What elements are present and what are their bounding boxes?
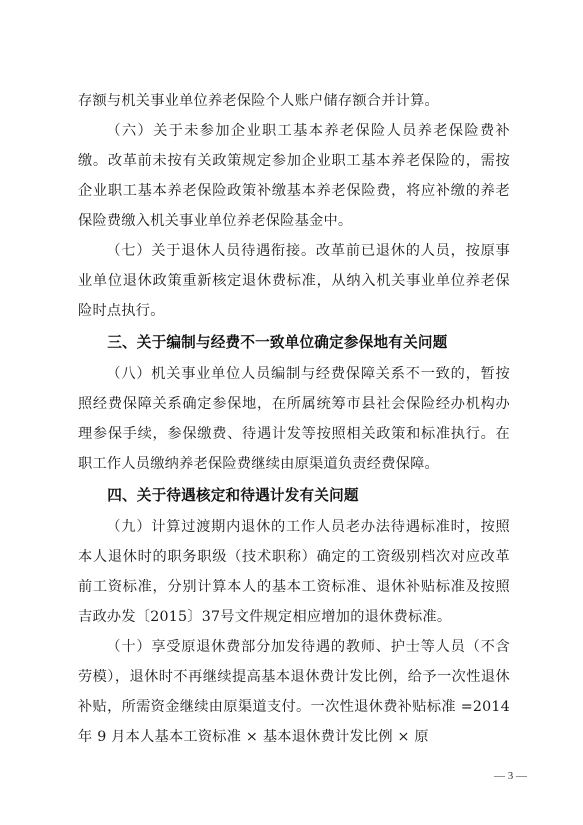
document-body xyxy=(78,86,510,752)
section-heading-4: 四、关于待遇核定和待遇计发有关问题 xyxy=(107,487,359,504)
paragraph-9: （九）计算过渡期内退休的工作人员老办法待遇标准时，按照本人退休时的职务职级（技术职称）确定的工资级别档次对应改革前工资标准，分别计算本人的基本工资标准、退休补贴标准及按照吉政办发〔2015〕37号文件规定相应增加的退休费标准。 xyxy=(78,519,510,625)
page-number: — 3 — xyxy=(494,770,527,782)
paragraph-6: （六）关于未参加企业职工基本养老保险人员养老保险费补缴。改革前未按有关政策规定参加企业职工基本养老保险的，需按企业职工基本养老保险政策补缴基本养老保险费，将应补缴的养老保险费缴入机关事业单位养老保险基金中。 xyxy=(78,123,510,229)
paragraph-7: （七）关于退休人员待遇衔接。改革前已退休的人员，按原事业单位退休政策重新核定退休费标准，从纳入机关事业单位养老保险时点执行。 xyxy=(78,243,510,319)
paragraph-10: （十）享受原退休费部分加发待遇的教师、护士等人员（不含劳模），退休时不再继续提高基本退休费计发比例，给予一次性退休补贴，所需资金继续由原渠道支付。一次性退休费补贴标准 =2014 年 9 月本人基本工资标准 × 基本退休费计发比例 × 原 xyxy=(78,639,510,745)
section-heading-3: 三、关于编制与经费不一致单位确定参保地有关问题 xyxy=(107,334,448,351)
paragraph-1: 存额与机关事业单位养老保险个人账户储存额合并计算。 xyxy=(78,93,439,109)
paragraph-8: （八）机关事业单位人员编制与经费保障关系不一致的，暂按照经费保障关系确定参保地，在所属统筹市县社会保险经办机构办理参保手续，参保缴费、待遇计发等按照相关政策和标准执行。在职工作人员缴纳养老保险费继续由原渠道负责经费保障。 xyxy=(78,366,510,472)
